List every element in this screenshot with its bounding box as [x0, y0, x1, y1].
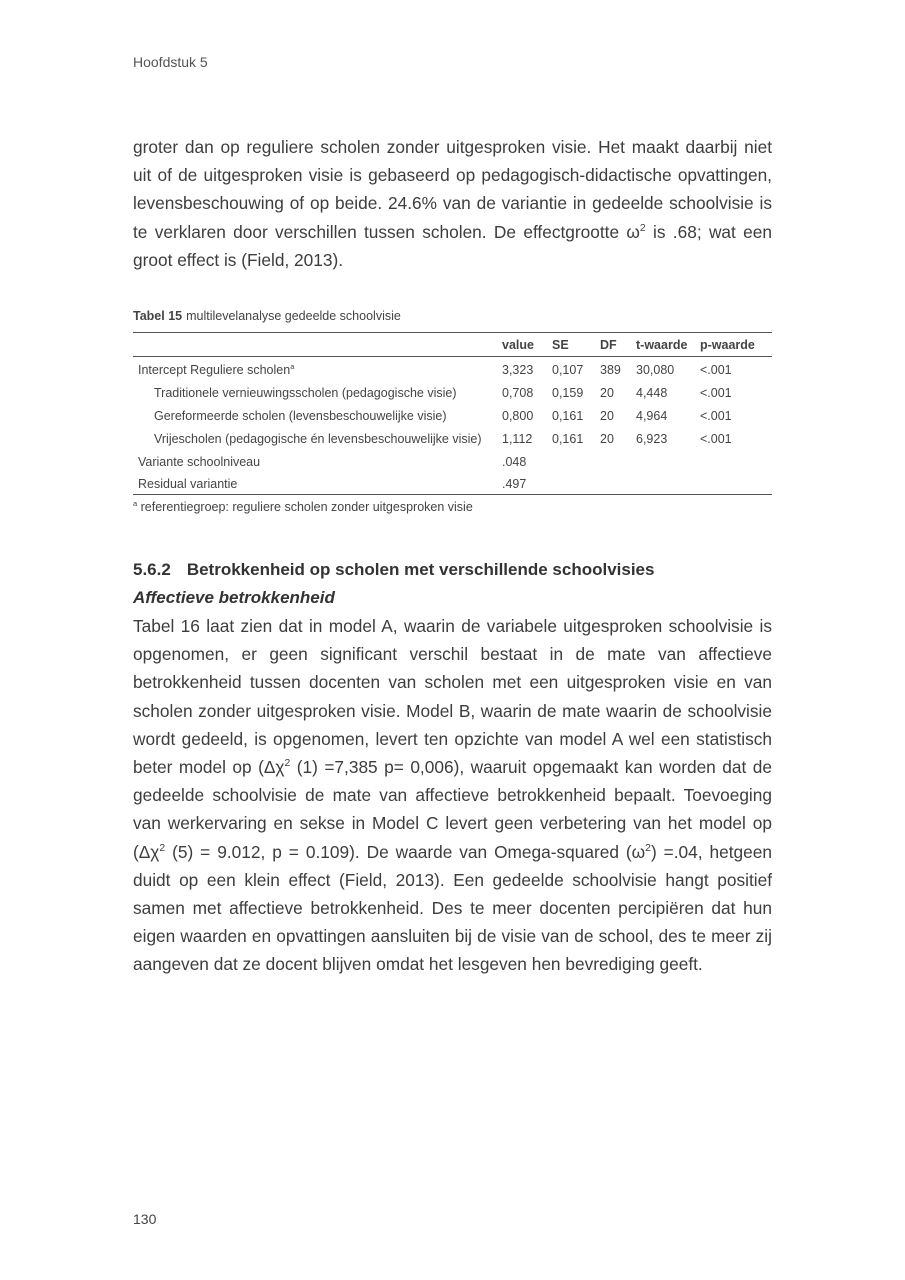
table-row	[133, 381, 772, 404]
column-header: p-waarde	[696, 333, 772, 357]
column-header	[133, 333, 498, 357]
row-label: Variante schoolniveau	[138, 454, 261, 469]
row-label: Vrijescholen (pedagogische én levensbeschouwelijke visie)	[154, 431, 482, 446]
table-caption-text: multilevelanalyse gedeelde schoolvisie	[186, 309, 401, 323]
section-number: 5.6.2	[133, 560, 171, 579]
row-label	[133, 357, 498, 382]
cell-p: <.001	[700, 431, 732, 446]
cell-value: 3,323	[502, 362, 534, 377]
body-paragraph-1	[133, 133, 772, 274]
column-header: SE	[548, 333, 596, 357]
row-label: Gereformeerde scholen (levensbeschouwelijke visie)	[154, 408, 447, 423]
paragraph-text: (1) =7,385 p= 0,006), waaruit opgemaakt kan worden dat de gedeelde schoolvisie de mate van affectieve betrokkenheid bepaalt. Toevoeging van werkervaring en sekse in Model C levert geen verbetering van het model op (Δχ	[133, 757, 772, 862]
superscript: 2	[645, 842, 651, 854]
page-number: 130	[133, 1211, 157, 1227]
table-header-row	[133, 333, 772, 357]
cell-p: <.001	[700, 385, 732, 400]
footnote-mark: a	[133, 498, 138, 508]
superscript: 2	[284, 758, 291, 770]
cell-df: 389	[600, 362, 621, 377]
column-header: DF	[596, 333, 632, 357]
table-caption	[133, 309, 401, 323]
cell-df: 20	[600, 431, 614, 446]
cell-t: 4,964	[636, 408, 668, 423]
running-head: Hoofdstuk 5	[133, 54, 208, 70]
subsection-heading: Affectieve betrokkenheid	[133, 588, 335, 607]
column-header: t-waarde	[632, 333, 696, 357]
cell-t: 4,448	[636, 385, 668, 400]
footnote-text: referentiegroep: reguliere scholen zonder uitgesproken visie	[137, 500, 473, 514]
cell-value: 0,708	[502, 385, 534, 400]
section-title: Betrokkenheid op scholen met verschillende schoolvisies	[186, 560, 655, 579]
cell-p: <.001	[700, 408, 732, 423]
table-row	[133, 473, 772, 495]
table-footnote	[133, 500, 473, 514]
cell-value: 0,800	[502, 408, 534, 423]
paragraph-text: (5) = 9.012, p = 0.109). De waarde van Omega-squared (ω	[165, 841, 646, 862]
cell-se: 0,107	[552, 362, 584, 377]
statistics-table	[133, 332, 772, 495]
cell-se: 0,161	[552, 408, 584, 423]
paragraph-text: groter dan op reguliere scholen zonder uitgesproken visie. Het maakt daarbij niet uit of de uitgesproken visie is gebaseerd op pedagogisch-didactische opvattingen, levensbeschouwing of op beide. 24.6% van de variantie in gedeelde schoolvisie is te verklaren door verschillen tussen scholen. De effectgrootte ω	[133, 137, 772, 242]
paragraph-text: Tabel 16 laat zien dat in model A, waarin de variabele uitgesproken schoolvisie is opgenomen, er geen significant verschil bestaat in de mate van affectieve betrokkenheid tussen docenten van scholen met een uitgesproken visie en van scholen zonder uitgesproken visie. Model B, waarin de mate waarin de schoolvisie wordt gedeeld, is opgenomen, levert ten opzichte van model A wel een statistisch beter model op (Δχ	[133, 616, 772, 778]
table-row	[133, 427, 772, 450]
cell-se: 0,159	[552, 385, 584, 400]
cell-df: 20	[600, 408, 614, 423]
paragraph-text: ) =.04, hetgeen duidt op een klein effect (Field, 2013). Een gedeelde schoolvisie hangt positief samen met affectieve betrokkenheid. Des te meer docenten percipiëren dat hun eigen waarden en opvattingen aansluiten bij de visie van de school, des te meer zij aangeven dat ze docent blijven omdat het lesgeven hen bevrediging geeft.	[133, 841, 772, 975]
superscript: a	[290, 361, 295, 371]
table-caption-label: Tabel 15	[133, 309, 183, 323]
row-label: Residual variantie	[133, 473, 498, 495]
table-row	[133, 357, 772, 382]
section-heading	[133, 560, 654, 580]
paragraph-text: is .68; wat een groot effect is (Field, 2013).	[133, 221, 772, 270]
cell-p: <.001	[700, 362, 732, 377]
body-paragraph-2	[133, 612, 772, 979]
superscript: 2	[159, 842, 166, 854]
table-row	[133, 404, 772, 427]
cell-t: 6,923	[636, 431, 668, 446]
cell-df: 20	[600, 385, 614, 400]
row-label-text: Intercept Reguliere scholen	[138, 362, 291, 377]
superscript: 2	[639, 222, 646, 234]
cell-value: 1,112	[502, 431, 533, 446]
cell-se: 0,161	[552, 431, 584, 446]
column-header: value	[498, 333, 548, 357]
table-row	[133, 450, 772, 473]
cell-t: 30,080	[636, 362, 675, 377]
cell-value: .497	[498, 473, 548, 495]
row-label: Traditionele vernieuwingsscholen (pedagogische visie)	[154, 385, 457, 400]
cell-value: .048	[502, 454, 527, 469]
